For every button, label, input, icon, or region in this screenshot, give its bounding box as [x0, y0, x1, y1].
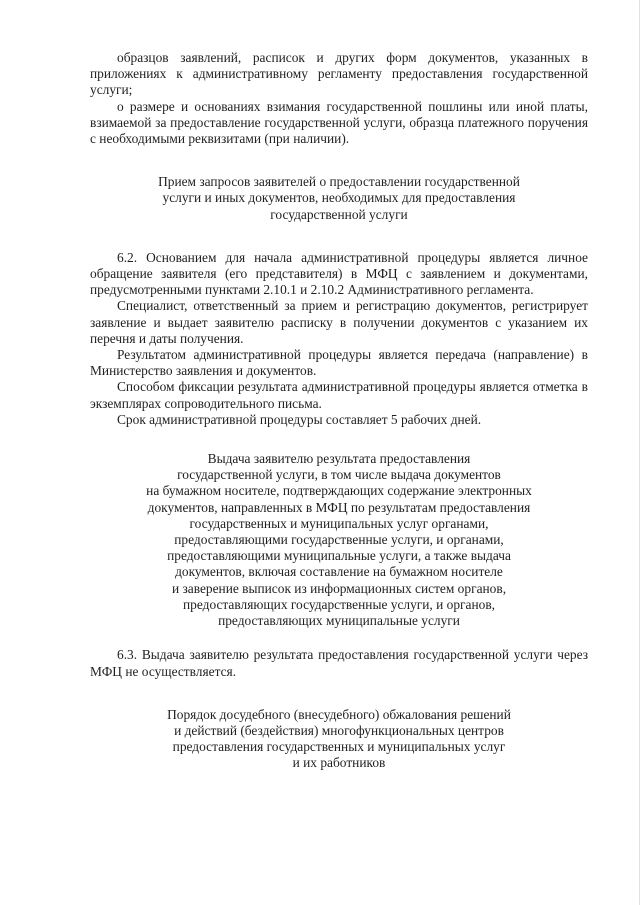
- heading-line: предоставляющими государственные услуги, и органами,: [174, 532, 504, 548]
- heading-line: государственной услуги: [270, 206, 408, 222]
- heading-line: государственной услуги, в том числе выдача документов: [177, 467, 501, 483]
- heading-line: предоставления государственных и муниципальных услуг: [172, 739, 506, 755]
- paragraph-6-2-fixation: Способом фиксации результата административной процедуры является отметка в экземплярах сопроводительного письма.: [90, 379, 588, 411]
- paragraph-6-2-specialist: Специалист, ответственный за прием и регистрацию документов, регистрирует заявление и выдает заявителю расписку в получении документов с указанием их перечня и даты получения.: [90, 298, 588, 346]
- paragraph-6-2-basis: 6.2. Основанием для начала административной процедуры является личное обращение заявителя (его представителя) в МФЦ с заявлением и документами, предусмотренными пунктами 2.10.1 и 2.10.2 Административного регламента.: [90, 249, 588, 298]
- document-body: [90, 50, 588, 772]
- heading-pretrial-appeal: [90, 707, 588, 772]
- heading-reception-of-requests: [90, 174, 588, 223]
- paragraph-6-3-issuance: 6.3. Выдача заявителю результата предоставления государственной услуги через МФЦ не осуществляется.: [90, 647, 588, 679]
- heading-line: предоставляющими муниципальные услуги, а также выдача: [167, 548, 511, 564]
- heading-issuance-of-result: [90, 451, 588, 629]
- heading-line: и заверение выписок из информационных систем органов,: [171, 580, 507, 596]
- paragraph-6-2-result: Результатом административной процедуры является передача (направление) в Министерство заявления и документов.: [90, 347, 588, 379]
- paragraph-application-forms: образцов заявлений, расписок и других форм документов, указанных в приложениях к административному регламенту предоставления государственной услуги;: [90, 50, 588, 98]
- heading-line: услуги и иных документов, необходимых для предоставления: [162, 190, 516, 206]
- heading-line: Прием запросов заявителей о предоставлении государственной: [158, 174, 520, 190]
- heading-line: документов, направленных в МФЦ по результатам предоставления: [147, 499, 531, 515]
- heading-line: Выдача заявителю результата предоставления: [207, 451, 471, 467]
- heading-line: предоставляющих государственные услуги, и органов,: [183, 596, 495, 612]
- heading-line: и их работников: [292, 755, 386, 771]
- heading-line: документов, включая составление на бумажном носителе: [175, 564, 503, 580]
- heading-line: государственных и муниципальных услуг органами,: [189, 515, 489, 531]
- heading-line: предоставляющих муниципальные услуги: [218, 613, 460, 629]
- paragraph-state-fee: о размере и основаниях взимания государственной пошлины или иной платы, взимаемой за предоставление государственной услуги, образца платежного поручения с необходимыми реквизитами (при наличии).: [90, 98, 588, 147]
- heading-line: и действий (бездействия) многофункциональных центров: [174, 722, 504, 738]
- paragraph-6-2-term: Срок административной процедуры составляет 5 рабочих дней.: [117, 411, 482, 427]
- heading-line: Порядок досудебного (внесудебного) обжалования решений: [167, 706, 511, 722]
- heading-line: на бумажном носителе, подтверждающих содержание электронных: [146, 483, 532, 499]
